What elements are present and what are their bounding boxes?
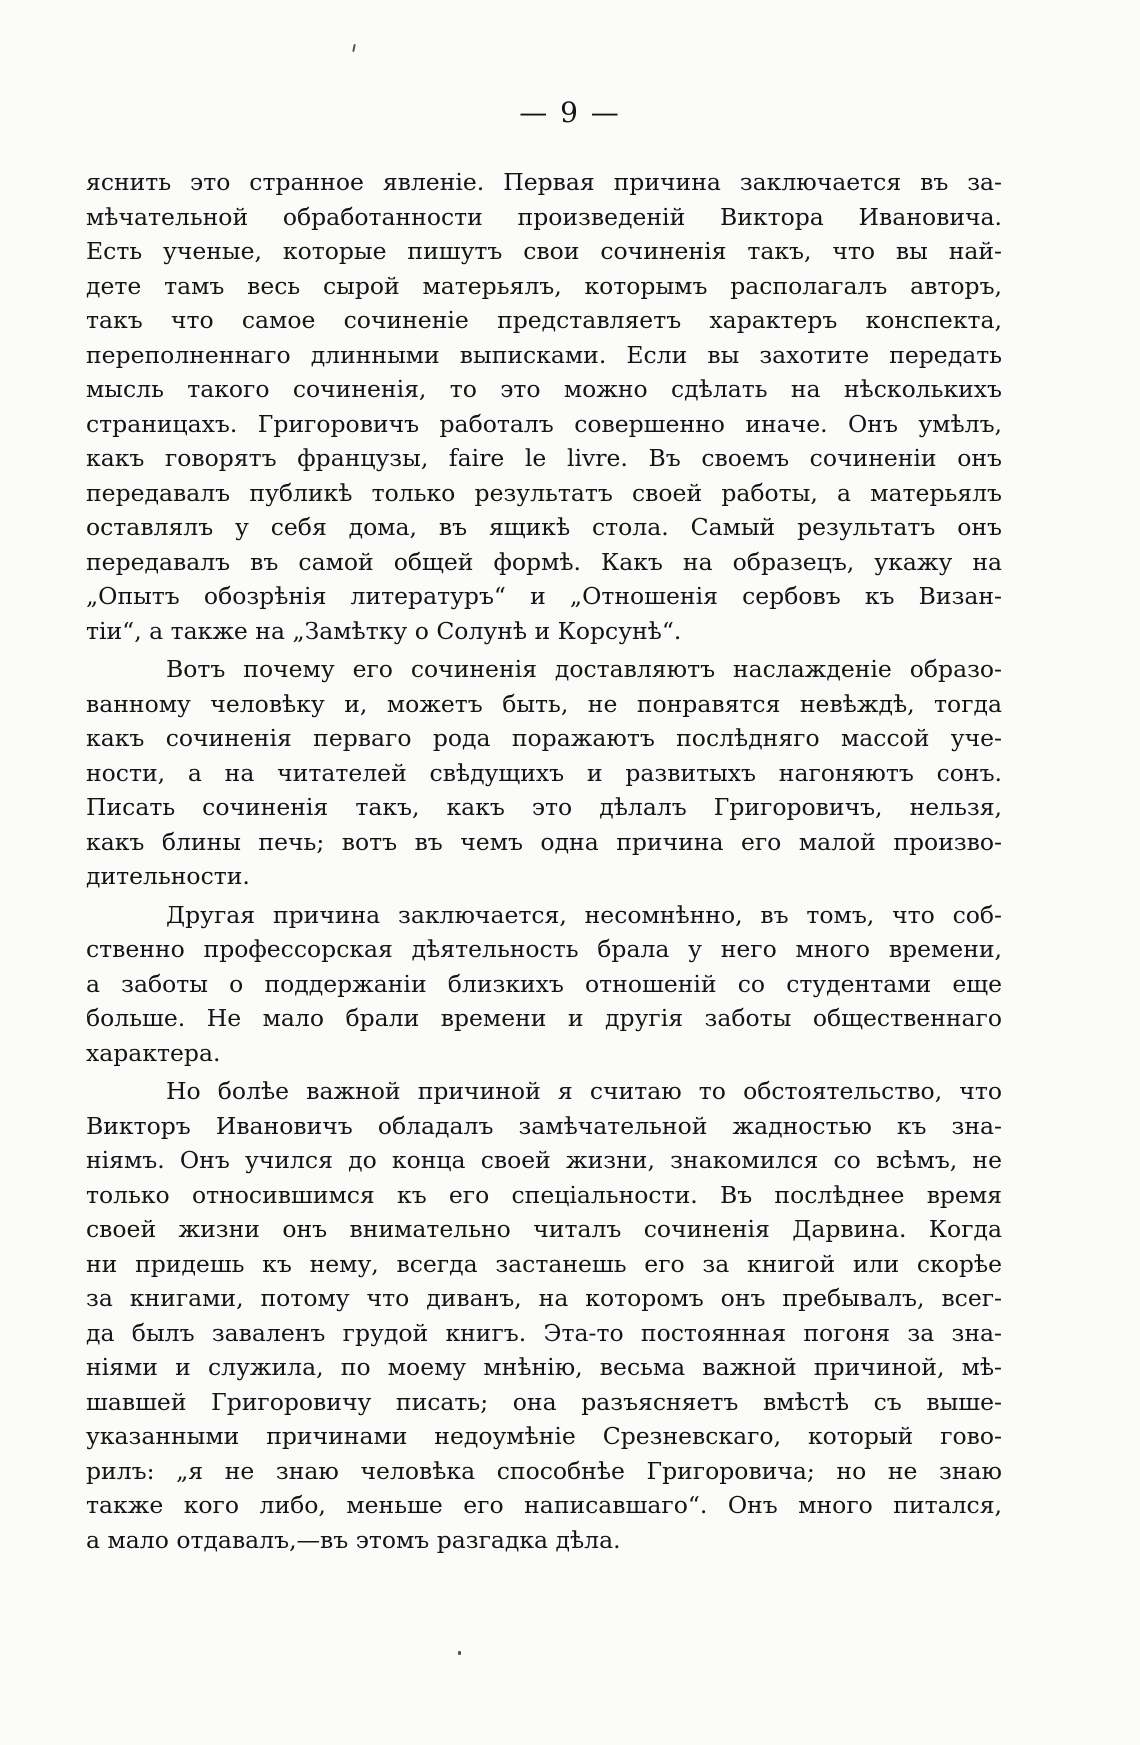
text-line: больше. Не мало брали времени и другія заботы общественнаго bbox=[86, 1004, 1002, 1032]
paragraph bbox=[86, 652, 1002, 894]
text-line: только относившимся къ его спеціальности. Въ послѣднее время bbox=[86, 1180, 1002, 1209]
text-line: характера. bbox=[86, 1038, 221, 1067]
text-line: ственно профессорская дѣятельность брала у него много времени, bbox=[86, 935, 1002, 963]
text-line: Другая причина заключается, несомнѣнно, въ томъ, что соб- bbox=[166, 900, 1002, 929]
text-line: дительности. bbox=[86, 862, 250, 890]
text-line: такъ что самое сочиненіе представляетъ характеръ конспекта, bbox=[86, 306, 1002, 334]
print-speck bbox=[458, 1651, 461, 1655]
text-line: тіи“, а также на „Замѣтку о Солунѣ и Корсунѣ“. bbox=[86, 616, 682, 645]
text-line: какъ блины печь; вотъ въ чемъ одна причина его малой произво- bbox=[86, 827, 1002, 856]
text-line: передавалъ публикѣ только результатъ своей работы, а матерьялъ bbox=[86, 478, 1002, 507]
text-line: за книгами, потому что диванъ, на которомъ онъ пребывалъ, всег- bbox=[86, 1284, 1002, 1312]
text-line: своей жизни онъ внимательно читалъ сочиненія Дарвина. Когда bbox=[86, 1215, 1002, 1243]
text-line: а мало отдавалъ,—въ этомъ разгадка дѣла. bbox=[86, 1525, 621, 1554]
print-speck bbox=[352, 44, 356, 52]
text-line: ніямъ. Онъ учился до конца своей жизни, знакомился со всѣмъ, не bbox=[86, 1146, 1002, 1174]
text-line: Вотъ почему его сочиненія доставляютъ наслажденіе образо- bbox=[166, 655, 1002, 683]
text-line: ванному человѣку и, можетъ быть, не понравятся невѣждѣ, тогда bbox=[86, 689, 1002, 718]
text-line: ни придешь къ нему, всегда застанешь его за книгой или скорѣе bbox=[86, 1249, 1002, 1278]
text-line: Но болѣе важной причиной я считаю то обстоятельство, что bbox=[166, 1077, 1002, 1105]
text-line: Писать сочиненія такъ, какъ это дѣлалъ Григоровичъ, нельзя, bbox=[86, 793, 1002, 821]
text-line: дете тамъ весь сырой матерьялъ, которымъ располагалъ авторъ, bbox=[86, 271, 1002, 300]
paragraph bbox=[86, 165, 1002, 648]
text-line: яснить это странное явленіе. Первая причина заключается въ за- bbox=[86, 168, 1002, 196]
page-number: — 9 — bbox=[519, 96, 621, 129]
text-line: какъ сочиненія перваго рода поражаютъ послѣдняго массой уче- bbox=[86, 724, 1002, 752]
text-line: также кого либо, меньше его написавшаго“. Онъ много питался, bbox=[86, 1491, 1002, 1519]
text-line: шавшей Григоровичу писать; она разъясняетъ вмѣстѣ съ выше- bbox=[86, 1387, 1002, 1416]
text-line: страницахъ. Григоровичъ работалъ совершенно иначе. Онъ умѣлъ, bbox=[86, 409, 1002, 438]
text-line: мысль такого сочиненія, то это можно сдѣлать на нѣсколькихъ bbox=[86, 375, 1002, 403]
text-line: да былъ заваленъ грудой книгъ. Эта-то постоянная погоня за зна- bbox=[86, 1318, 1002, 1347]
text-line: „Опытъ обозрѣнія литературъ“ и „Отношенія сербовъ къ Визан- bbox=[86, 582, 1002, 610]
paragraph bbox=[86, 898, 1002, 1071]
text-line: мѣчательной обработанности произведеній Виктора Ивановича. bbox=[86, 202, 1002, 231]
text-line: Викторъ Ивановичъ обладалъ замѣчательной жадностью къ зна- bbox=[86, 1111, 1002, 1140]
text-line: а заботы о поддержаніи близкихъ отношеній со студентами еще bbox=[86, 969, 1002, 998]
text-line: оставлялъ у себя дома, въ ящикѣ стола. Самый результатъ онъ bbox=[86, 513, 1002, 541]
text-line: какъ говорятъ французы, faire le livre. Въ своемъ сочиненіи онъ bbox=[86, 444, 1002, 472]
text-line: Есть ученые, которые пишутъ свои сочиненія такъ, что вы най- bbox=[86, 237, 1002, 265]
paragraph bbox=[86, 1074, 1002, 1557]
body-text bbox=[86, 165, 1002, 1557]
text-line: рилъ: „я не знаю человѣка способнѣе Григоровича; но не знаю bbox=[86, 1456, 1002, 1485]
text-line: передавалъ въ самой общей формѣ. Какъ на образецъ, укажу на bbox=[86, 547, 1002, 576]
text-line: переполненнаго длинными выписками. Если вы захотите передать bbox=[86, 340, 1002, 369]
text-line: ности, а на читателей свѣдущихъ и развитыхъ нагоняютъ сонъ. bbox=[86, 758, 1002, 787]
text-line: ніями и служила, по моему мнѣнію, весьма важной причиной, мѣ- bbox=[86, 1353, 1002, 1381]
text-line: указанными причинами недоумѣніе Срезневскаго, который гово- bbox=[86, 1422, 1002, 1450]
